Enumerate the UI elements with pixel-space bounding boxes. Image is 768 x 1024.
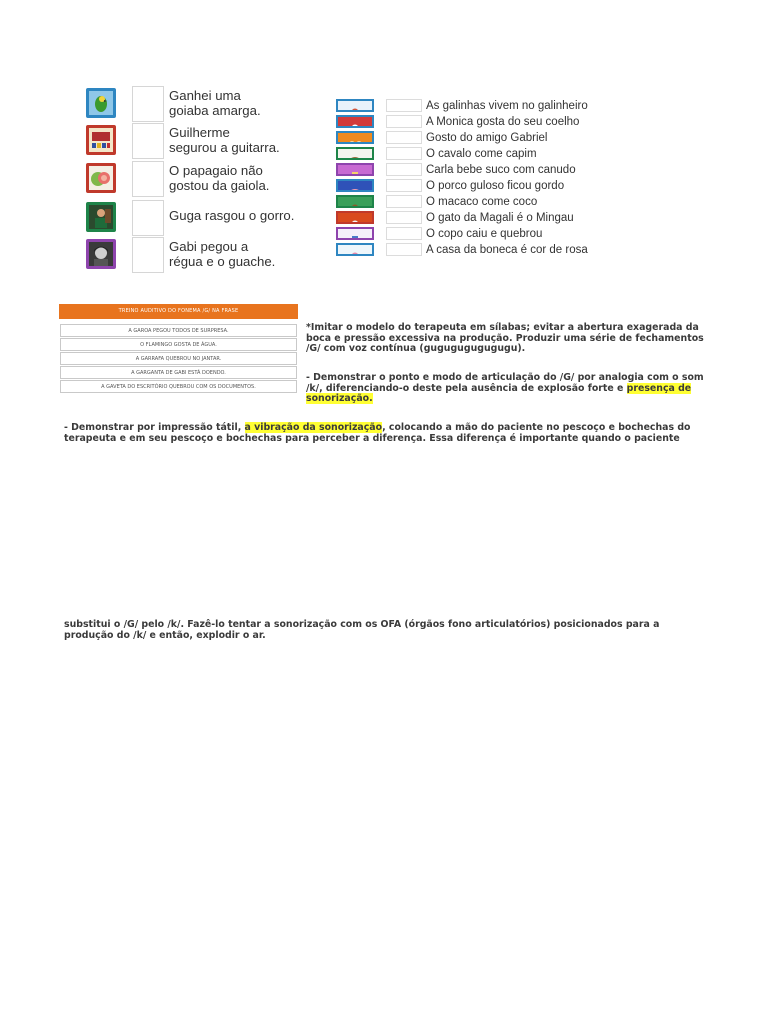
- answer-box[interactable]: [132, 237, 164, 273]
- instruction-paragraph: *Imitar o modelo do terapeuta em sílabas; evitar a abertura exagerada da boca e pressão excessiva na produção. Produzir uma série de fechamentos /G/ com voz contínua (gugugugugugugu).: [306, 322, 704, 355]
- exercise-row: [336, 194, 596, 210]
- sentence-text: Ganhei uma goiaba amarga.: [169, 88, 261, 118]
- table-row: A GARRAFA QUEBROU NO JANTAR.: [60, 352, 297, 365]
- guitar-box-icon: [86, 125, 116, 155]
- sentence-text: O macaco come coco: [426, 196, 538, 208]
- answer-box[interactable]: [386, 163, 422, 176]
- answer-box[interactable]: [132, 123, 164, 159]
- exercise-row: [336, 114, 596, 130]
- sentence-text: O papagaio não gostou da gaiola.: [169, 163, 270, 193]
- table-row: A GARGANTA DE GABI ESTÁ DOENDO.: [60, 366, 297, 379]
- sentence-text: Gabi pegou a régua e o guache.: [169, 239, 276, 269]
- exercise-row: [336, 146, 596, 162]
- person-icon: [86, 202, 116, 232]
- answer-box[interactable]: [386, 99, 422, 112]
- sentence-text: O copo caiu e quebrou: [426, 228, 543, 240]
- exercise-row: [336, 162, 596, 178]
- table-row: A GAVETA DO ESCRITÓRIO QUEBROU COM OS DOCUMENTOS.: [60, 380, 297, 393]
- girl-icon: [86, 239, 116, 269]
- answer-box[interactable]: [386, 147, 422, 160]
- sentence-text: Guilherme segurou a guitarra.: [169, 125, 280, 155]
- answer-box[interactable]: [132, 200, 164, 236]
- exercise-row: [84, 161, 304, 199]
- table-row: A GAROA PEGOU TODOS DE SURPRESA.: [60, 324, 297, 337]
- exercise-row: [336, 98, 596, 114]
- sentence-text: A Monica gosta do seu coelho: [426, 116, 580, 128]
- hen-icon: [336, 99, 374, 112]
- exercise-row: [336, 226, 596, 242]
- answer-box[interactable]: [386, 131, 422, 144]
- guava-icon: [86, 163, 116, 193]
- answer-box[interactable]: [132, 86, 164, 122]
- cup-icon: [336, 227, 374, 240]
- exercise-row: [84, 86, 304, 124]
- answer-box[interactable]: [386, 115, 422, 128]
- answer-box[interactable]: [386, 227, 422, 240]
- answer-box[interactable]: [132, 161, 164, 197]
- sentence-text: Carla bebe suco com canudo: [426, 164, 576, 176]
- exercise-row: [84, 200, 304, 238]
- sentence-text: O cavalo come capim: [426, 148, 537, 160]
- sentence-text: Gosto do amigo Gabriel: [426, 132, 548, 144]
- sentence-text: As galinhas vivem no galinheiro: [426, 100, 588, 112]
- table-row: O FLAMINGO GOSTA DE ÁGUA.: [60, 338, 297, 351]
- juice-icon: [336, 163, 374, 176]
- friends-icon: [336, 131, 374, 144]
- rabbit-icon: [336, 115, 374, 128]
- highlighted-text: a vibração da sonorização: [244, 422, 383, 433]
- horse-icon: [336, 147, 374, 160]
- highlighted-text: presença de sonorização.: [306, 382, 692, 405]
- exercise-row: [336, 210, 596, 226]
- sentence-text: O gato da Magali é o Mingau: [426, 212, 574, 224]
- sentence-text: Guga rasgou o gorro.: [169, 208, 295, 223]
- sentence-text: O porco guloso ficou gordo: [426, 180, 565, 192]
- exercise-row: [336, 130, 596, 146]
- exercise-row: [336, 178, 596, 194]
- articulation-paragraph: - Demonstrar o ponto e modo de articulação do /G/ por analogia com o som /k/, diferenciando-o deste pela ausência de explosão forte e presença de sonorização.: [306, 372, 704, 405]
- answer-box[interactable]: [386, 211, 422, 224]
- answer-box[interactable]: [386, 195, 422, 208]
- monkey-icon: [336, 195, 374, 208]
- exercise-row: [84, 123, 304, 161]
- doll-icon: [336, 243, 374, 256]
- pig-icon: [336, 179, 374, 192]
- table-header: TREINO AUDITIVO DO FONEMA /G/ NA FRASE: [59, 304, 298, 319]
- tactile-paragraph: - Demonstrar por impressão tátil, a vibração da sonorização, colocando a mão do paciente no pescoço e bochechas do terapeuta e em seu pescoço e bochechas para perceber a diferença. Essa diferença é importante quando o paciente: [64, 422, 691, 444]
- answer-box[interactable]: [386, 179, 422, 192]
- answer-box[interactable]: [386, 243, 422, 256]
- exercise-row: [336, 242, 596, 258]
- exercise-row: [84, 237, 304, 275]
- parrot-icon: [86, 88, 116, 118]
- substitution-paragraph: substitui o /G/ pelo /k/. Fazê-lo tentar a sonorização com os OFA (órgãos fono articulatórios) posicionados para a produção do /k/ e então, explodir o ar.: [64, 619, 660, 641]
- sentence-text: A casa da boneca é cor de rosa: [426, 244, 588, 256]
- cat-icon: [336, 211, 374, 224]
